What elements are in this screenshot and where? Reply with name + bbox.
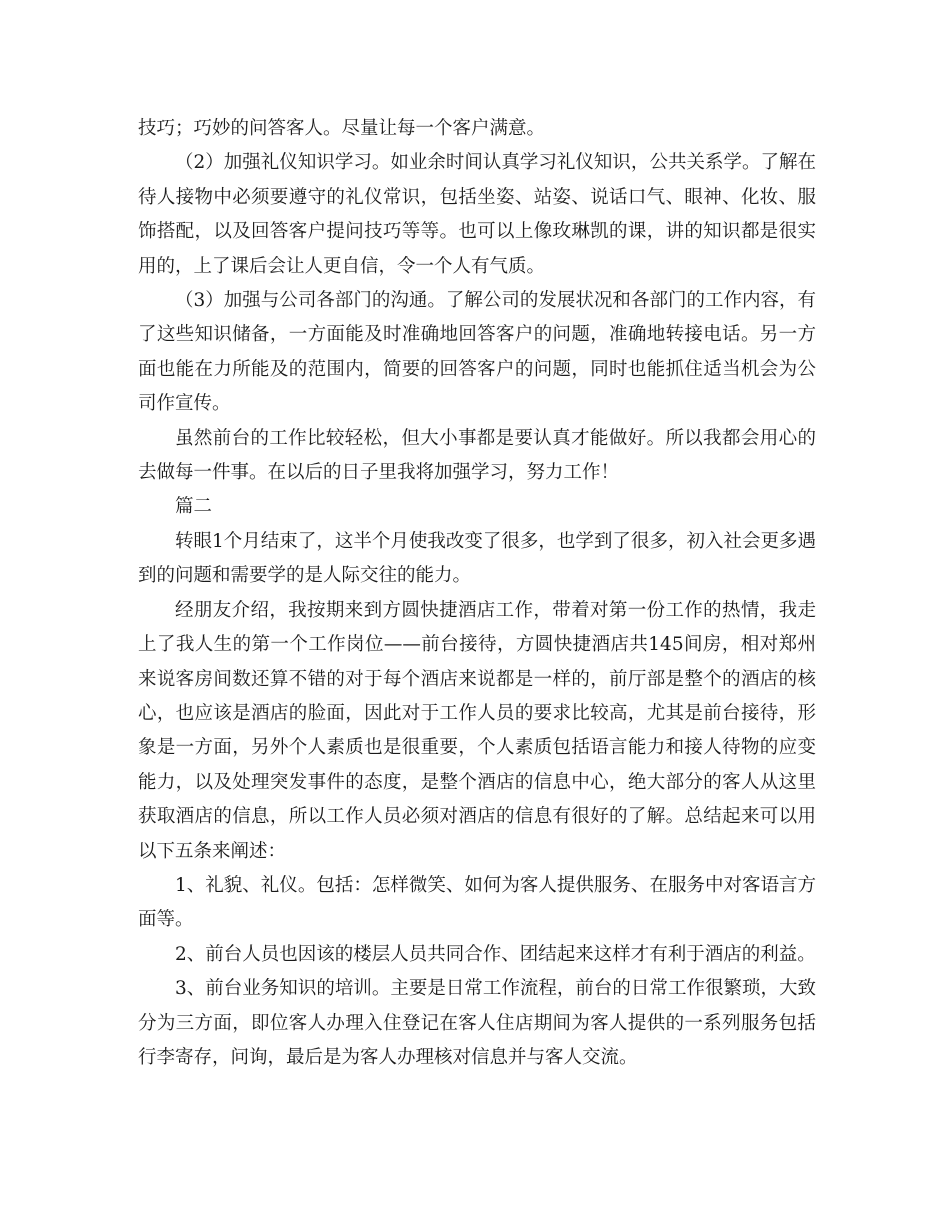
paragraph-2: （2）加强礼仪知识学习。如业余时间认真学习礼仪知识，公共关系学。了解在待人接物中必须要遵守的礼仪常识，包括坐姿、站姿、说话口气、眼神、化妆、服饰搭配，以及回答客户提问技巧等等。也可以上像玫琳凯的课，讲的知识都是很实用的，上了课后会让人更自信，令一个人有气质。 <box>138 152 816 277</box>
list-item-2: 2、前台人员也因该的楼层人员共同合作、团结起来这样才有利于酒店的利益。 <box>175 943 816 965</box>
paragraph-3: （3）加强与公司各部门的沟通。了解公司的发展状况和各部门的工作内容，有了这些知识储备，一方面能及时准确地回答客户的问题，准确地转接电话。另一方面也能在力所能及的范围内，简要的回答客户的问题，同时也能抓住适当机会为公司作宣传。 <box>138 290 816 415</box>
paragraph-5: 转眼1个月结束了，这半个月使我改变了很多，也学到了很多，初入社会更多遇到的问题和需要学的是人际交往的能力。 <box>138 530 816 587</box>
paragraph-6: 经朋友介绍，我按期来到方圆快捷酒店工作，带着对第一份工作的热情，我走上了我人生的第一个工作岗位——前台接待，方圆快捷酒店共145间房，相对郑州来说客房间数还算不错的对于每个酒店来说都是一样的，前厅部是整个的酒店的核心，也应该是酒店的脸面，因此对于工作人员的要求比较高，尤其是前台接待，形象是一方面，另外个人素质也是很重要，个人素质包括语言能力和接人待物的应变能力，以及处理突发事件的态度，是整个酒店的信息中心，绝大部分的客人从这里获取酒店的信息，所以工作人员必须对酒店的信息有很好的了解。总结起来可以用以下五条来阐述： <box>138 599 816 862</box>
paragraph-4: 虽然前台的工作比较轻松，但大小事都是要认真才能做好。所以我都会用心的去做每一件事。在以后的日子里我将加强学习，努力工作！ <box>138 427 816 484</box>
list-item-3: 3、前台业务知识的培训。主要是日常工作流程，前台的日常工作很繁琐，大致分为三方面，即位客人办理入住登记在客人住店期间为客人提供的一系列服务包括行李寄存，问询，最后是为客人办理核对信息并与客人交流。 <box>138 978 816 1068</box>
section-heading: 篇二 <box>175 496 213 518</box>
list-item-1: 1、礼貌、礼仪。包括：怎样微笑、如何为客人提供服务、在服务中对客语言方面等。 <box>138 874 816 931</box>
paragraph-1: 技巧；巧妙的问答客人。尽量让每一个客户满意。 <box>138 118 546 139</box>
document-body <box>138 112 816 1075</box>
